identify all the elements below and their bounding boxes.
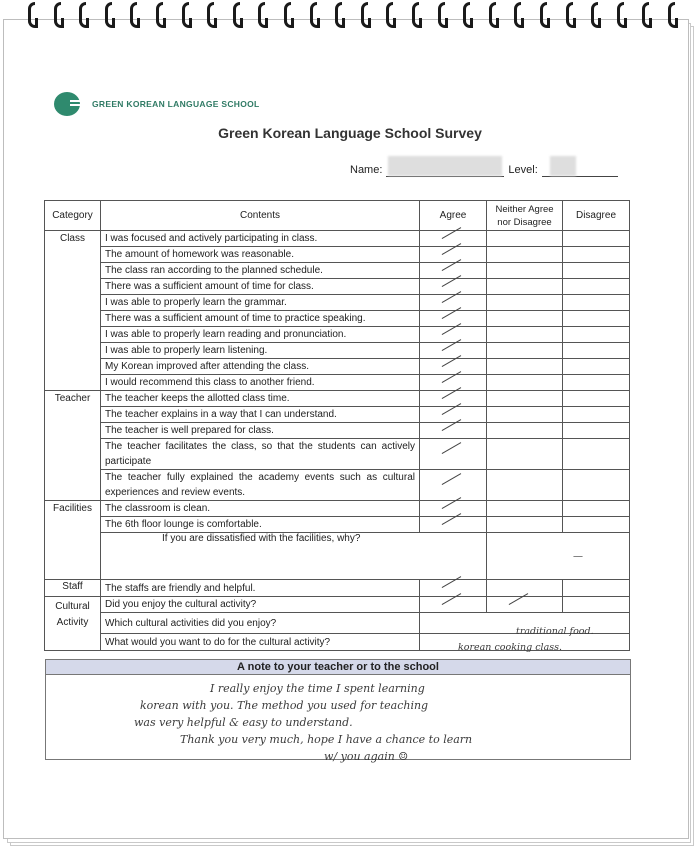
statement-cell: The teacher facilitates the class, so that the students can actively participate [101,439,420,470]
statement-cell: The teacher explains in a way that I can understand. [101,407,420,423]
neither-checkbox-cell[interactable] [487,311,563,327]
spiral-ring [130,2,137,28]
table-row [45,501,630,517]
header-contents: Contents [101,201,420,231]
disagree-checkbox-cell[interactable] [563,295,630,311]
facilities-answer[interactable] [487,533,630,580]
redacted-name-box [388,156,502,176]
agree-checkbox-cell[interactable] [420,501,487,517]
neither-checkbox-cell[interactable] [487,343,563,359]
spiral-ring [284,2,291,28]
statement-cell: The classroom is clean. [101,501,420,517]
agree-checkbox-cell[interactable] [420,311,487,327]
spiral-ring [361,2,368,28]
checkmark-icon [442,345,460,355]
checkmark-icon [442,582,460,592]
spiral-ring [54,2,61,28]
neither-checkbox-cell[interactable] [487,231,563,247]
table-row [45,439,630,470]
agree-checkbox-cell[interactable] [420,423,487,439]
statement-cell: My Korean improved after attending the class. [101,359,420,375]
neither-checkbox-cell[interactable] [487,359,563,375]
table-row [45,517,630,533]
neither-checkbox-cell[interactable] [487,597,563,613]
statement-cell: I was able to properly learn listening. [101,343,420,359]
disagree-checkbox-cell[interactable] [563,311,630,327]
agree-checkbox-cell[interactable] [420,375,487,391]
checkmark-icon [442,448,460,458]
neither-checkbox-cell[interactable] [487,263,563,279]
spiral-ring [566,2,573,28]
spiral-ring [258,2,265,28]
disagree-checkbox-cell[interactable] [563,470,630,501]
checkmark-icon [442,329,460,339]
agree-checkbox-cell[interactable] [420,517,487,533]
agree-checkbox-cell[interactable] [420,263,487,279]
note-line: was very helpful & easy to understand. [134,716,353,729]
statement-cell: The teacher keeps the allotted class time. [101,391,420,407]
table-row [45,580,630,597]
disagree-checkbox-cell[interactable] [563,407,630,423]
agree-checkbox-cell[interactable] [420,391,487,407]
table-row [45,231,630,247]
cultural-answer-top: traditional food. [516,626,594,637]
checkmark-icon [442,479,460,489]
spiral-ring [438,2,445,28]
header-neither: Neither Agree nor Disagree [487,201,563,231]
spiral-ring [412,2,419,28]
neither-checkbox-cell[interactable] [487,375,563,391]
statement-cell: I was able to properly learn reading and pronunciation. [101,327,420,343]
checkmark-icon [442,503,460,513]
spiral-ring [514,2,521,28]
neither-checkbox-cell[interactable] [487,295,563,311]
table-row [45,470,630,501]
disagree-checkbox-cell[interactable] [563,279,630,295]
table-row [45,263,630,279]
agree-checkbox-cell[interactable] [420,231,487,247]
checkmark-icon [442,409,460,419]
agree-checkbox-cell[interactable] [420,407,487,423]
level-field[interactable] [542,162,618,177]
spiral-ring [79,2,86,28]
note-line: w/ you again ☺ [324,750,409,763]
disagree-checkbox-cell[interactable] [563,343,630,359]
name-field[interactable] [386,162,504,177]
agree-checkbox-cell[interactable] [420,580,487,597]
statement-cell: What would you want to do for the cultural activity? [101,634,420,651]
table-row [45,279,630,295]
table-row [45,359,630,375]
header-category: Category [45,201,101,231]
statement-cell: The 6th floor lounge is comfortable. [101,517,420,533]
statement-cell: The teacher fully explained the academy events such as cultural experiences and review events. [101,470,420,501]
disagree-checkbox-cell[interactable] [563,375,630,391]
spiral-ring [335,2,342,28]
agree-checkbox-cell[interactable] [420,359,487,375]
spiral-ring [540,2,547,28]
neither-checkbox-cell[interactable] [487,279,563,295]
agree-checkbox-cell[interactable] [420,343,487,359]
neither-checkbox-cell[interactable] [487,327,563,343]
header-agree: Agree [420,201,487,231]
agree-checkbox-cell[interactable] [420,439,487,470]
statement-cell: The amount of homework was reasonable. [101,247,420,263]
survey-title: Green Korean Language School Survey [218,125,482,141]
facilities-answer-text: — [573,550,583,562]
table-row [45,407,630,423]
spiral-ring [28,2,35,28]
survey-table [44,200,630,651]
checkmark-icon [442,425,460,435]
disagree-checkbox-cell[interactable] [563,231,630,247]
checkmark-icon [442,281,460,291]
category-cell: Staff [45,580,101,597]
neither-checkbox-cell[interactable] [487,517,563,533]
spiral-ring [233,2,240,28]
agree-checkbox-cell[interactable] [420,295,487,311]
statement-cell: I was focused and actively participating in class. [101,231,420,247]
spiral-ring [489,2,496,28]
checkmark-icon [442,233,460,243]
table-row [45,375,630,391]
note-line: korean with you. The method you used for teaching [140,699,429,712]
redacted-level-box [550,156,576,176]
spiral-ring [105,2,112,28]
note-handwriting [134,680,620,765]
disagree-checkbox-cell[interactable] [563,423,630,439]
table-row [45,295,630,311]
disagree-checkbox-cell[interactable] [563,263,630,279]
school-logo-text: GREEN KOREAN LANGUAGE SCHOOL [92,99,260,109]
spiral-binding [0,0,700,34]
neither-checkbox-cell[interactable] [487,391,563,407]
neither-checkbox-cell[interactable] [487,439,563,470]
spiral-ring [310,2,317,28]
checkmark-icon [442,377,460,387]
neither-checkbox-cell[interactable] [487,423,563,439]
spiral-ring [182,2,189,28]
header-disagree: Disagree [563,201,630,231]
facilities-question-text: If you are dissatisfied with the facilities, why? [162,533,361,544]
checkmark-icon [442,599,460,609]
disagree-checkbox-cell[interactable] [563,439,630,470]
checkmark-icon [442,265,460,275]
category-cell: Facilities [45,501,101,580]
disagree-checkbox-cell[interactable] [563,597,630,613]
checkmark-icon [442,519,460,529]
disagree-checkbox-cell[interactable] [563,247,630,263]
neither-checkbox-cell[interactable] [487,407,563,423]
spiral-ring [207,2,214,28]
table-row [45,247,630,263]
disagree-checkbox-cell[interactable] [563,517,630,533]
agree-checkbox-cell[interactable] [420,327,487,343]
facilities-question [101,533,487,580]
statement-cell: There was a sufficient amount of time for class. [101,279,420,295]
statement-cell: I was able to properly learn the grammar. [101,295,420,311]
disagree-checkbox-cell[interactable] [563,580,630,597]
note-line: Thank you very much, hope I have a chance to learn [180,733,473,746]
checkmark-icon [442,393,460,403]
table-row [45,423,630,439]
category-cell: Class [45,231,101,391]
statement-cell: The class ran according to the planned schedule. [101,263,420,279]
disagree-checkbox-cell[interactable] [563,359,630,375]
category-line-1: Cultural [55,601,90,612]
school-logo-icon [54,92,88,116]
note-line: I really enjoy the time I spent learning [210,682,425,695]
agree-checkbox-cell[interactable] [420,470,487,501]
table-row [45,311,630,327]
table-row [45,343,630,359]
table-row [45,391,630,407]
checkmark-icon [442,249,460,259]
statement-cell: There was a sufficient amount of time to practice speaking. [101,311,420,327]
category-cell: Teacher [45,391,101,501]
spiral-ring [591,2,598,28]
checkmark-icon [442,313,460,323]
spiral-ring [386,2,393,28]
name-label: Name: [350,163,383,176]
statement-cell: The staffs are friendly and helpful. [101,580,420,597]
category-cell [45,597,101,651]
table-row [45,597,630,613]
checkmark-icon [442,361,460,371]
disagree-checkbox-cell[interactable] [563,501,630,517]
spiral-ring [463,2,470,28]
statement-cell: Which cultural activities did you enjoy? [101,613,420,634]
spiral-ring [642,2,649,28]
statement-cell: Did you enjoy the cultural activity? [101,597,420,613]
statement-cell: The teacher is well prepared for class. [101,423,420,439]
disagree-checkbox-cell[interactable] [563,391,630,407]
checkmark-icon [442,297,460,307]
neither-checkbox-cell[interactable] [487,247,563,263]
table-row [45,327,630,343]
category-line-2: Activity [56,617,89,628]
statement-cell: I would recommend this class to another friend. [101,375,420,391]
level-label: Level: [508,163,538,176]
spiral-ring [617,2,624,28]
school-logo [54,92,260,116]
checkmark-icon [509,599,527,609]
note-heading: A note to your teacher or to the school [45,659,631,675]
neither-checkbox-cell[interactable] [487,470,563,501]
neither-checkbox-cell[interactable] [487,501,563,517]
cultural-answer-bottom: korean cooking class. [458,642,563,653]
spiral-ring [668,2,675,28]
agree-checkbox-cell[interactable] [420,597,487,613]
agree-checkbox-cell[interactable] [420,247,487,263]
agree-checkbox-cell[interactable] [420,279,487,295]
disagree-checkbox-cell[interactable] [563,327,630,343]
name-level-fields [350,162,618,177]
spiral-ring [156,2,163,28]
